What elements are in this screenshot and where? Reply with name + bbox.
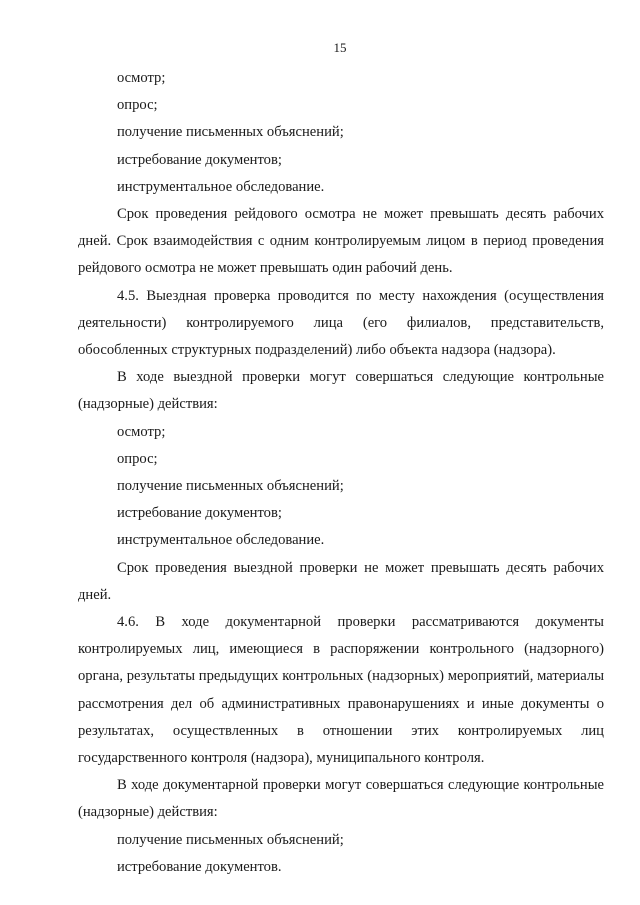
paragraph-4-5: 4.5. Выездная проверка проводится по месту нахождения (осуществления деятельности) контролируемого лица (его филиалов, представительств, обособленных структурных подразделений) либо объекта надзора (надзора). — [78, 287, 604, 359]
list-item: осмотр; — [117, 70, 166, 86]
list-item: инструментальное обследование. — [117, 178, 325, 195]
list-item: получение письменных объяснений; — [117, 478, 344, 495]
list-item: опрос; — [117, 450, 158, 467]
list-item: истребование документов; — [117, 505, 282, 522]
list-item: истребование документов; — [117, 151, 282, 168]
list-item: опрос; — [117, 97, 158, 114]
list-item: получение письменных объяснений; — [117, 124, 344, 141]
document-body — [78, 65, 604, 881]
paragraph-raid-term: Срок проведения рейдового осмотра не может превышать десять рабочих дней. Срок взаимодействия с одним контролируемым лицом в период проведения рейдового осмотра не может превышать один рабочий день. — [78, 206, 604, 277]
paragraph-onsite-actions: В ходе выездной проверки могут совершаться следующие контрольные (надзорные) действия: — [78, 369, 604, 413]
paragraph-4-6: 4.6. В ходе документарной проверки рассматриваются документы контролируемых лиц, имеющиеся в распоряжении контрольного (надзорного) органа, результаты предыдущих контрольных (надзорных) мероприятий, материалы рассмотрения дел об административных правонарушениях и иные документы о результатах, осуществленных в отношении этих контролируемых лиц государственного контроля (надзора), муниципального контроля. — [78, 614, 604, 767]
list-item: инструментальное обследование. — [117, 532, 325, 549]
paragraph-onsite-term: Срок проведения выездной проверки не может превышать десять рабочих дней. — [78, 559, 604, 603]
paragraph-doc-actions: В ходе документарной проверки могут совершаться следующие контрольные (надзорные) действия: — [78, 777, 604, 821]
list-item: истребование документов. — [117, 858, 282, 875]
page-number: 15 — [333, 40, 347, 55]
list-item: осмотр; — [117, 423, 166, 440]
list-item: получение письменных объяснений; — [117, 831, 344, 848]
